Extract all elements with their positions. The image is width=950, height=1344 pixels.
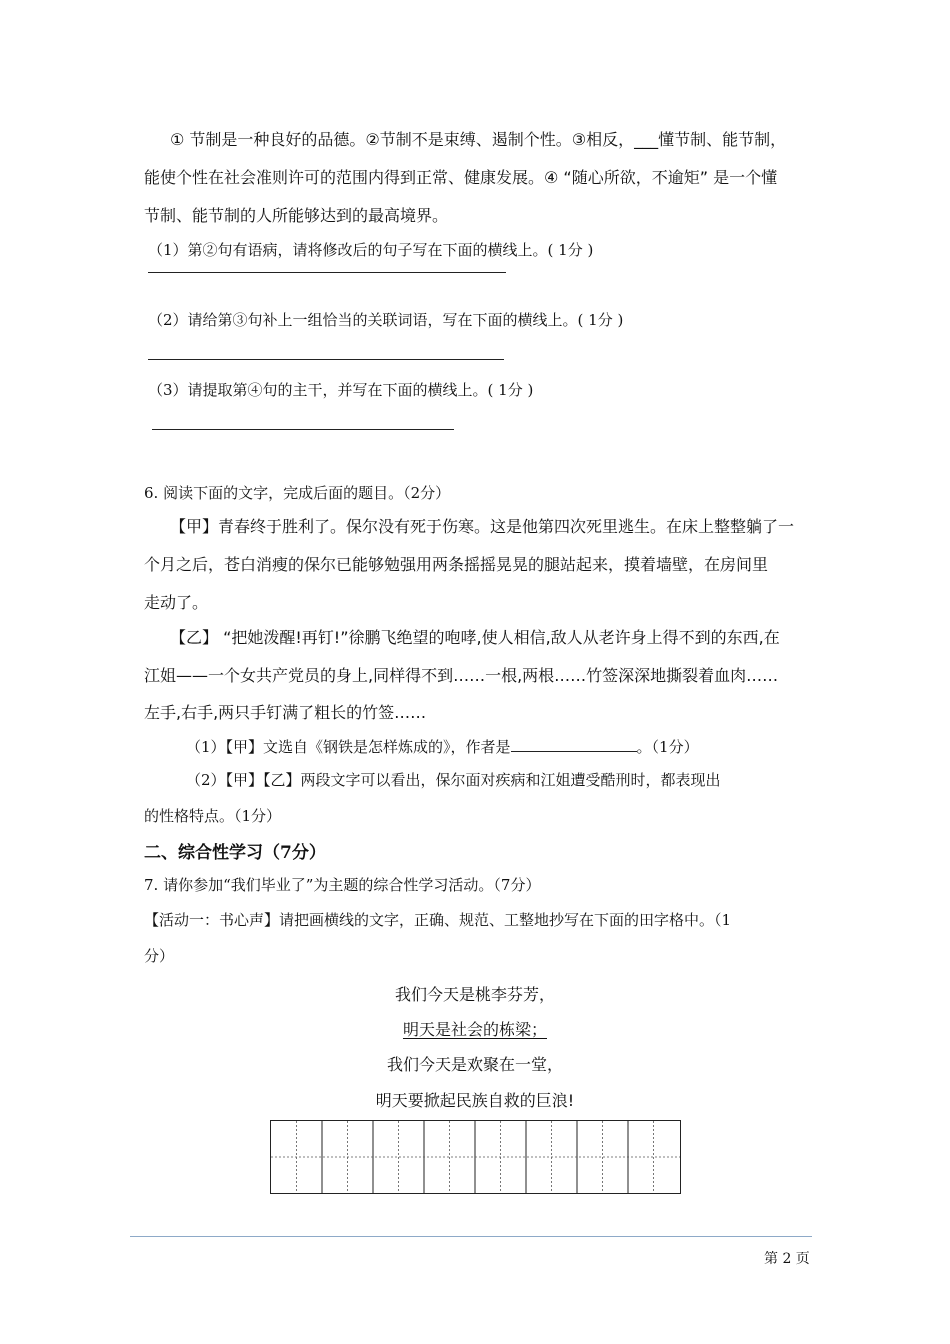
yi-line-1: 【乙】 “把她泼醒!再钉!”徐鹏飞绝望的咆哮,使人相信,敌人从老许身上得不到的东西,在 [170, 628, 780, 647]
jia-line-3: 走动了。 [144, 593, 209, 612]
poem-underlined-text: 明天是社会的栋梁； [402, 1020, 547, 1039]
tianzige-grid-lines [271, 1121, 680, 1193]
jia-line-1: 【甲】青春终于胜利了。保尔没有死于伤寒。这是他第四次死里逃生。在床上整整躺了一 [170, 517, 795, 536]
footer-rule [130, 1236, 812, 1237]
passage-line-3: 节制、能节制的人所能够达到的最高境界。 [144, 206, 449, 225]
q6-sub1-text: （1）【甲】文选自《钢铁是怎样炼成的》，作者是 [186, 738, 511, 756]
poem-line-4: 明天要掀起民族自救的巨浪! [375, 1091, 575, 1110]
author-blank[interactable] [511, 737, 637, 752]
q6-sub1 [186, 736, 699, 757]
answer-line-3[interactable] [152, 429, 454, 430]
poem-line-3: 我们今天是欢聚在一堂， [386, 1055, 563, 1074]
yi-line-2: 江姐——一个女共产党员的身上,同样得不到……一根,两根……竹签深深地撕裂着血肉…… [144, 666, 779, 685]
activity1-line-1: 【活动一：书心声】请把画横线的文字，正确、规范、工整地抄写在下面的田字格中。（1 [144, 911, 732, 929]
q7-title: 7. 请你参加“我们毕业了”为主题的综合性学习活动。（7分） [144, 876, 541, 894]
q5-sub2: （2）请给第③句补上一组恰当的关联词语，写在下面的横线上。( 1分 ) [148, 311, 624, 329]
poem-line-2 [0, 1017, 950, 1040]
jia-line-2: 个月之后，苍白消瘦的保尔已能够勉强用两条摇摇晃晃的腿站起来，摸着墙壁，在房间里 [144, 555, 769, 574]
q5-sub3: （3）请提取第④句的主干，并写在下面的横线上。( 1分 ) [148, 381, 534, 399]
passage-line-1: ① 节制是一种良好的品德。②节制不是束缚、遏制个性。③相反，___懂节制、能节制， [170, 130, 787, 149]
q6-sub1-score: 。（1分） [636, 738, 699, 756]
q6-title: 6. 阅读下面的文字，完成后面的题目。（2分） [144, 484, 451, 502]
q5-sub1: （1）第②句有语病，请将修改后的句子写在下面的横线上。( 1分 ) [148, 241, 594, 259]
passage-line-2: 能使个性在社会准则许可的范围内得到正常、健康发展。④ “随心所欲，不逾矩” 是一个懂 [144, 168, 778, 187]
q6-sub2-line-1: （2）【甲】【乙】两段文字可以看出，保尔面对疾病和江姐遭受酷刑时，都表现出 [186, 771, 721, 789]
section-heading: 二、综合性学习（7分） [144, 843, 326, 863]
answer-line-1[interactable] [148, 272, 506, 273]
tianzige-grid[interactable] [270, 1120, 681, 1194]
poem-line-1: 我们今天是桃李芬芳， [394, 985, 555, 1004]
answer-line-2[interactable] [148, 359, 504, 360]
page-number: 第 2 页 [764, 1251, 810, 1267]
q6-sub2-line-2: 的性格特点。（1分） [144, 807, 282, 825]
activity1-line-2: 分） [144, 947, 175, 965]
yi-line-3: 左手,右手,两只手钉满了粗长的竹签…… [144, 703, 427, 722]
